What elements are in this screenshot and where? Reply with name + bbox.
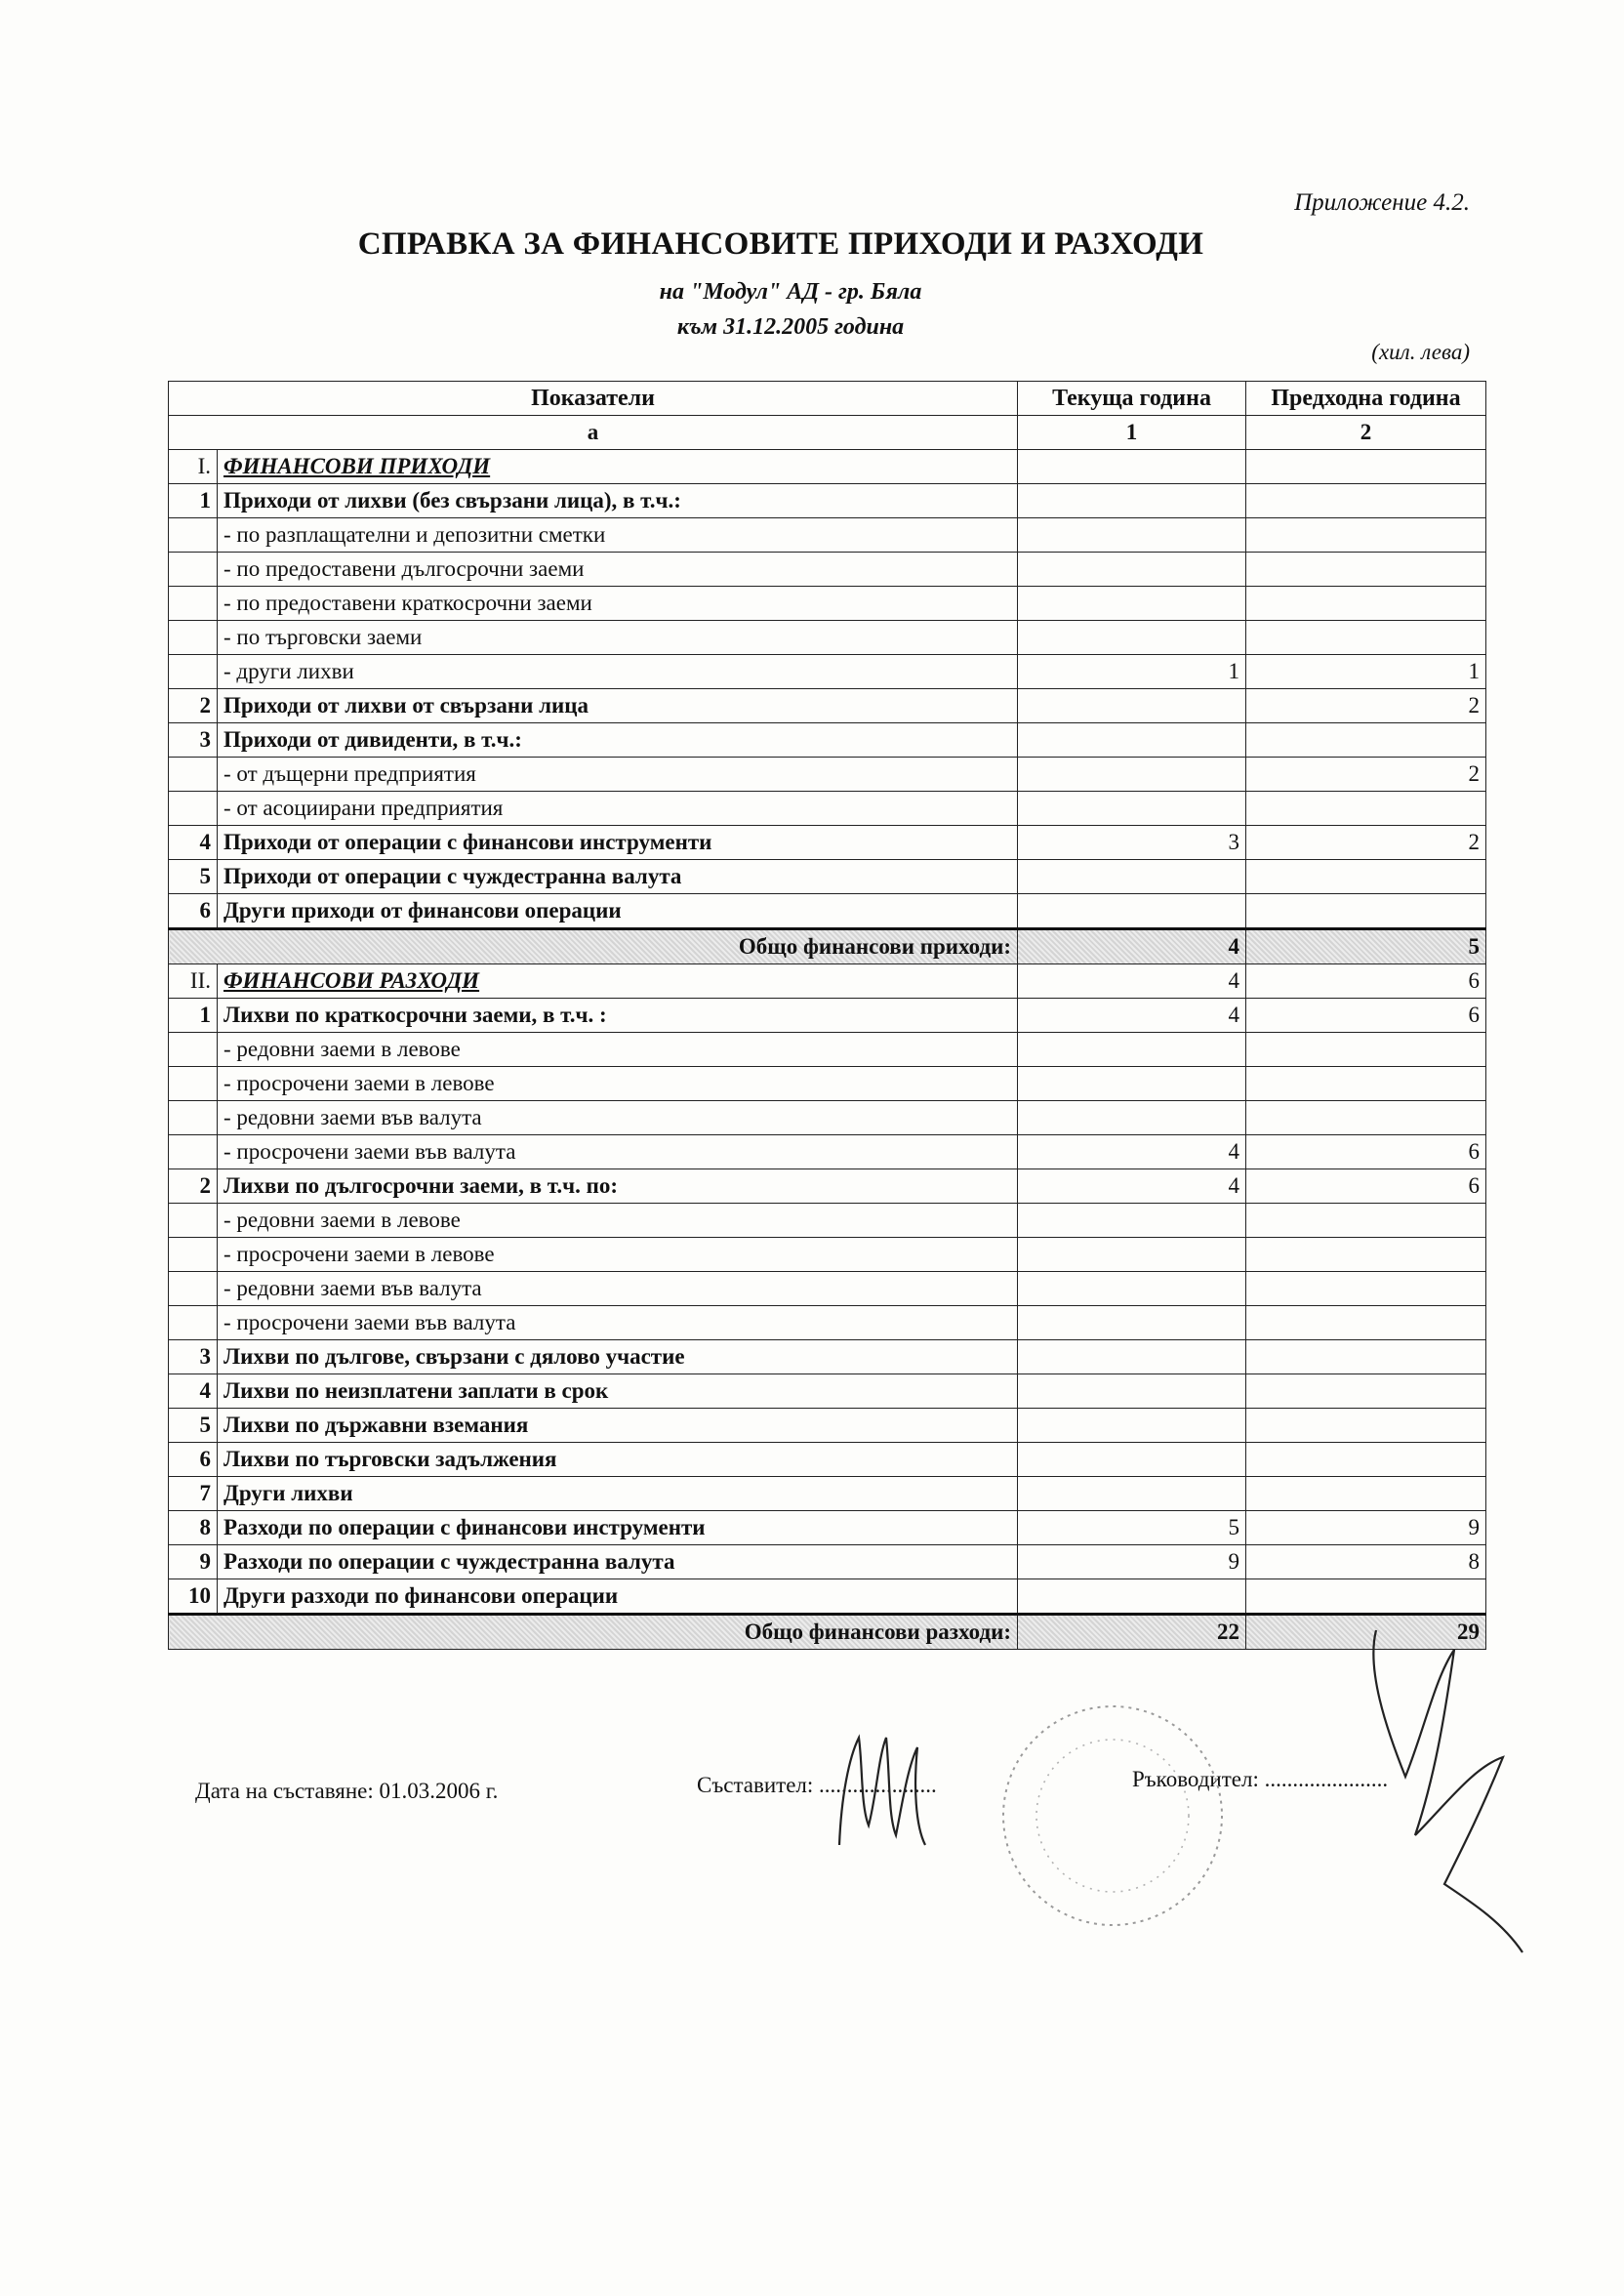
current-year-value: 1 [1018,655,1246,689]
current-year-value [1018,1477,1246,1511]
current-year-value [1018,1067,1246,1101]
col-index-a: а [169,416,1018,450]
row-number [169,1067,218,1101]
row-number: 6 [169,894,218,929]
column-index-row [169,416,1486,450]
row-label: Разходи по операции с финансови инструменти [218,1511,1018,1545]
previous-year-value [1246,1067,1486,1101]
table-row [169,1443,1486,1477]
header-indicators: Показатели [169,382,1018,416]
financial-report-table [168,381,1486,1650]
row-label: - просрочени заеми във валута [218,1135,1018,1169]
row-label: ФИНАНСОВИ ПРИХОДИ [218,450,1018,484]
company-seal [986,1689,1239,1943]
table-row [169,1204,1486,1238]
units-label: (хил. лева) [1371,340,1470,364]
previous-year-value [1246,1306,1486,1340]
previous-year-value: 9 [1246,1511,1486,1545]
previous-year-value: 5 [1246,929,1486,964]
table-row [169,1545,1486,1579]
previous-year-value [1246,1238,1486,1272]
previous-year-value [1246,1477,1486,1511]
current-year-value [1018,1579,1246,1615]
row-number [169,518,218,553]
current-year-value [1018,1033,1246,1067]
row-label: - по предоставени дългосрочни заеми [218,553,1018,587]
row-label: - просрочени заеми във валута [218,1306,1018,1340]
row-number: 4 [169,826,218,860]
document-title: СПРАВКА ЗА ФИНАНСОВИТЕ ПРИХОДИ И РАЗХОДИ [357,226,1204,262]
compilation-date: Дата на съставяне: 01.03.2006 г. [195,1779,499,1803]
col-index-1: 1 [1018,416,1246,450]
table-row [169,484,1486,518]
manager-signature-line: Ръководител: ...................... [1132,1767,1389,1791]
current-year-value [1018,1374,1246,1409]
row-number: 3 [169,723,218,758]
table-row [169,621,1486,655]
previous-year-value [1246,484,1486,518]
previous-year-value [1246,1033,1486,1067]
row-number [169,587,218,621]
table-row [169,1409,1486,1443]
row-label: Разходи по операции с чуждестранна валута [218,1545,1018,1579]
row-label: Лихви по неизплатени заплати в срок [218,1374,1018,1409]
row-label: Други разходи по финансови операции [218,1579,1018,1615]
table-row [169,758,1486,792]
previous-year-value: 2 [1246,689,1486,723]
current-year-value [1018,758,1246,792]
row-number [169,1306,218,1340]
previous-year-value [1246,894,1486,929]
table-row [169,518,1486,553]
row-number: 3 [169,1340,218,1374]
table-row [169,1238,1486,1272]
current-year-value [1018,1306,1246,1340]
table-row [169,1101,1486,1135]
current-year-value [1018,1272,1246,1306]
row-number: 1 [169,999,218,1033]
table-row [169,1511,1486,1545]
row-label: Приходи от операции с финансови инструменти [218,826,1018,860]
table-row [169,450,1486,484]
row-label: - просрочени заеми в левове [218,1238,1018,1272]
row-label: - други лихви [218,655,1018,689]
table-row [169,1374,1486,1409]
previous-year-value: 2 [1246,758,1486,792]
date-line: към 31.12.2005 година [676,314,905,340]
col-index-2: 2 [1246,416,1486,450]
row-label: ФИНАНСОВИ РАЗХОДИ [218,964,1018,999]
current-year-value: 4 [1018,999,1246,1033]
previous-year-value: 6 [1246,1135,1486,1169]
compiler-signature-line: Съставител: ..................... [697,1773,937,1797]
previous-year-value: 29 [1246,1615,1486,1650]
row-label: - редовни заеми във валута [218,1101,1018,1135]
row-number [169,1033,218,1067]
header-previous-year: Предходна година [1246,382,1486,416]
previous-year-value: 6 [1246,964,1486,999]
current-year-value: 4 [1018,964,1246,999]
row-number: 2 [169,1169,218,1204]
header-current-year: Текуща година [1018,382,1246,416]
current-year-value [1018,553,1246,587]
previous-year-value [1246,1443,1486,1477]
row-number: 8 [169,1511,218,1545]
table-row [169,723,1486,758]
current-year-value [1018,1238,1246,1272]
row-label: - по търговски заеми [218,621,1018,655]
table-row [169,999,1486,1033]
table-row [169,792,1486,826]
current-year-value: 4 [1018,929,1246,964]
row-number: 6 [169,1443,218,1477]
previous-year-value [1246,450,1486,484]
previous-year-value [1246,587,1486,621]
row-number: 5 [169,1409,218,1443]
row-label: Приходи от дивиденти, в т.ч.: [218,723,1018,758]
total-label: Общо финансови разходи: [169,1615,1018,1650]
current-year-value [1018,894,1246,929]
table-header-row [169,382,1486,416]
previous-year-value [1246,1101,1486,1135]
current-year-value [1018,1443,1246,1477]
current-year-value [1018,484,1246,518]
table-row [169,1169,1486,1204]
current-year-value [1018,860,1246,894]
row-number: 7 [169,1477,218,1511]
row-number [169,655,218,689]
current-year-value: 4 [1018,1135,1246,1169]
previous-year-value [1246,1579,1486,1615]
table-row [169,1033,1486,1067]
row-number: 10 [169,1579,218,1615]
table-row [169,1067,1486,1101]
current-year-value [1018,1204,1246,1238]
table-row [169,860,1486,894]
table-row [169,1579,1486,1615]
previous-year-value [1246,518,1486,553]
row-label: Лихви по търговски задължения [218,1443,1018,1477]
table-row [169,826,1486,860]
previous-year-value: 6 [1246,999,1486,1033]
previous-year-value: 1 [1246,655,1486,689]
row-label: Лихви по дългосрочни заеми, в т.ч. по: [218,1169,1018,1204]
table-row [169,1306,1486,1340]
row-label: - редовни заеми в левове [218,1033,1018,1067]
appendix-label: Приложение 4.2. [1294,189,1470,216]
table-row [169,587,1486,621]
row-number [169,1135,218,1169]
row-label: - от асоциирани предприятия [218,792,1018,826]
table-row [169,964,1486,999]
table-row [169,1135,1486,1169]
previous-year-value: 6 [1246,1169,1486,1204]
table-row [169,1477,1486,1511]
row-label: - редовни заеми в левове [218,1204,1018,1238]
table-row [169,655,1486,689]
current-year-value [1018,1409,1246,1443]
previous-year-value [1246,553,1486,587]
row-number: 5 [169,860,218,894]
current-year-value: 9 [1018,1545,1246,1579]
table-body [169,450,1486,1650]
table-row [169,1615,1486,1650]
row-label: Лихви по дългове, свързани с дялово участие [218,1340,1018,1374]
row-label: - от дъщерни предприятия [218,758,1018,792]
row-label: Приходи от лихви (без свързани лица), в т.ч.: [218,484,1018,518]
table-row [169,1340,1486,1374]
table-row [169,553,1486,587]
current-year-value [1018,621,1246,655]
previous-year-value [1246,1272,1486,1306]
current-year-value [1018,1101,1246,1135]
row-number: 9 [169,1545,218,1579]
current-year-value [1018,518,1246,553]
table-row [169,1272,1486,1306]
row-number [169,758,218,792]
current-year-value: 4 [1018,1169,1246,1204]
total-label: Общо финансови приходи: [169,929,1018,964]
current-year-value [1018,1340,1246,1374]
row-label: - по предоставени краткосрочни заеми [218,587,1018,621]
previous-year-value [1246,1374,1486,1409]
row-number [169,792,218,826]
row-label: Лихви по краткосрочни заеми, в т.ч. : [218,999,1018,1033]
current-year-value: 22 [1018,1615,1246,1650]
company-line: на "Модул" АД - гр. Бяла [659,279,922,305]
row-number: I. [169,450,218,484]
row-label: Други приходи от финансови операции [218,894,1018,929]
row-number: 2 [169,689,218,723]
row-number [169,553,218,587]
previous-year-value [1246,621,1486,655]
previous-year-value: 8 [1246,1545,1486,1579]
previous-year-value [1246,723,1486,758]
row-label: Лихви по държавни вземания [218,1409,1018,1443]
row-label: Приходи от лихви от свързани лица [218,689,1018,723]
previous-year-value [1246,860,1486,894]
row-number: 4 [169,1374,218,1409]
table-row [169,929,1486,964]
previous-year-value [1246,1340,1486,1374]
row-label: - по разплащателни и депозитни сметки [218,518,1018,553]
table-row [169,894,1486,929]
row-number [169,1238,218,1272]
current-year-value: 5 [1018,1511,1246,1545]
row-number [169,621,218,655]
row-label: Други лихви [218,1477,1018,1511]
previous-year-value: 2 [1246,826,1486,860]
row-number: 1 [169,484,218,518]
row-label: Приходи от операции с чуждестранна валута [218,860,1018,894]
row-label: - редовни заеми във валута [218,1272,1018,1306]
current-year-value [1018,450,1246,484]
row-label: - просрочени заеми в левове [218,1067,1018,1101]
row-number [169,1272,218,1306]
table-row [169,689,1486,723]
row-number: II. [169,964,218,999]
previous-year-value [1246,1409,1486,1443]
row-number [169,1101,218,1135]
current-year-value [1018,792,1246,826]
previous-year-value [1246,1204,1486,1238]
current-year-value [1018,587,1246,621]
current-year-value [1018,689,1246,723]
row-number [169,1204,218,1238]
current-year-value: 3 [1018,826,1246,860]
current-year-value [1018,723,1246,758]
previous-year-value [1246,792,1486,826]
